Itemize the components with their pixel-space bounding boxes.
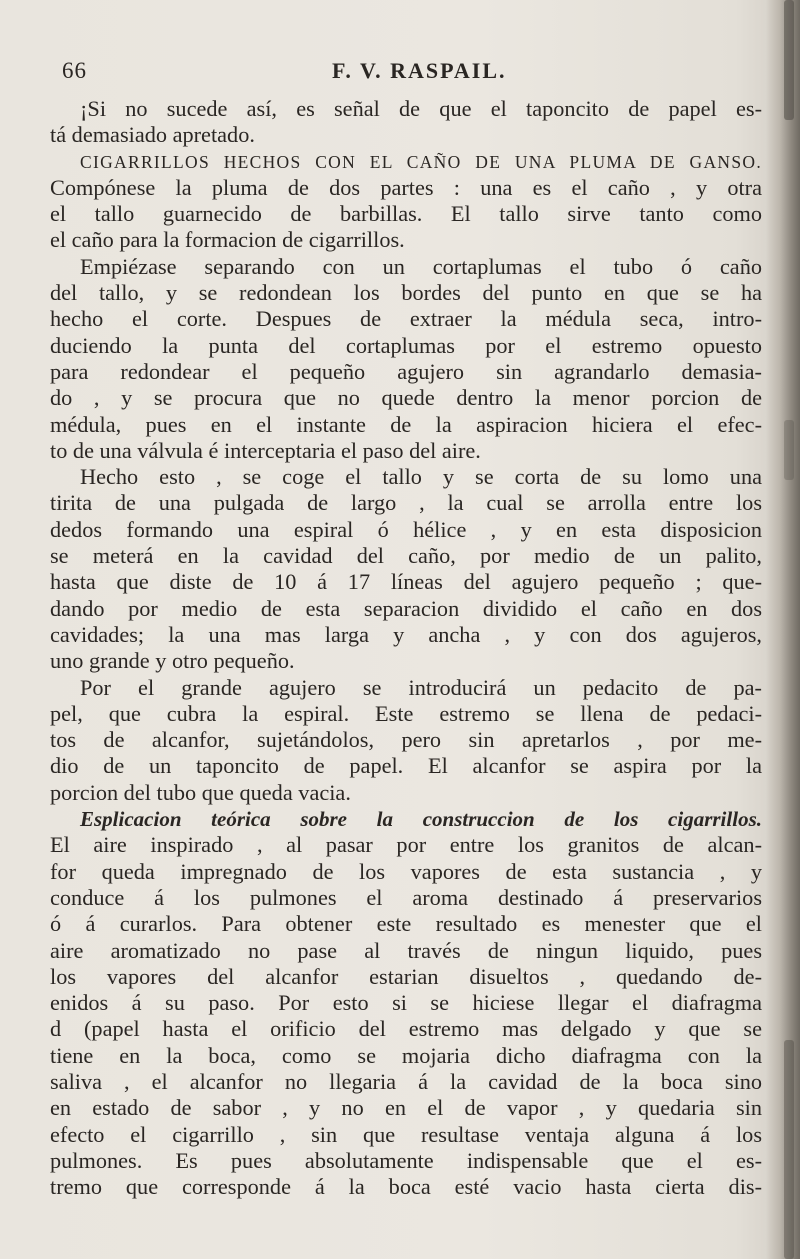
text-line: aire aromatizado no pase al través de ningun liquido, pues [50, 937, 762, 963]
text-line: conduce á los pulmones el aroma destinado á preservarios [50, 884, 762, 910]
text-line: los vapores del alcanfor estarian disueltos , quedando de- [50, 963, 762, 989]
text-line: do , y se procura que no quede dentro la menor porcion de [50, 385, 762, 411]
text-line: duciendo la punta del cortaplumas por el estremo opuesto [50, 332, 762, 358]
text-line: hecho el corte. Despues de extraer la médula seca, intro- [50, 306, 762, 332]
text-line: dio de un taponcito de papel. El alcanfor se aspira por la [50, 753, 762, 779]
running-title: F. V. RASPAIL. [332, 58, 507, 83]
text-line: dedos formando una espiral ó hélice , y en esta disposicion [50, 516, 762, 542]
text-line: médula, pues en el instante de la aspiracion hiciera el efec- [50, 411, 762, 437]
edge-speck [784, 420, 794, 480]
text-line: tá demasiado apretado. [50, 122, 255, 148]
text-line: to de una válvula é interceptaria el paso del aire. [50, 437, 481, 463]
text-line: porcion del tubo que queda vacia. [50, 779, 351, 805]
text-line: d (papel hasta el orificio del estremo mas delgado y que se [50, 1016, 762, 1042]
running-head [62, 58, 772, 88]
text-line: Esplicacion teórica sobre la construccion de los cigarrillos. [80, 807, 762, 832]
text-line: en estado de sabor , y no en el de vapor , y quedaria sin [50, 1095, 762, 1121]
text-line: saliva , el alcanfor no llegaria á la cavidad de la boca sino [50, 1068, 762, 1094]
text-line: se meterá en la cavidad del caño, por medio de un palito, [50, 543, 762, 569]
text-line: pel, que cubra la espiral. Este estremo se llena de pedaci- [50, 700, 762, 726]
body-text [50, 96, 762, 1200]
text-line: tiene en la boca, como se mojaria dicho diafragma con la [50, 1042, 762, 1068]
text-line: uno grande y otro pequeño. [50, 648, 295, 674]
text-line: Compónese la pluma de dos partes : una es el caño , y otra [50, 174, 762, 200]
page-number: 66 [62, 58, 87, 83]
text-line: for queda impregnado de los vapores de esta sustancia , y [50, 858, 762, 884]
text-line: el tallo guarnecido de barbillas. El tallo sirve tanto como [50, 201, 762, 227]
text-line: Empiézase separando con un cortaplumas el tubo ó caño [80, 253, 762, 279]
text-line: pulmones. Es pues absolutamente indispensable que el es- [50, 1147, 762, 1173]
text-line: ¡Si no sucede así, es señal de que el taponcito de papel es- [80, 96, 762, 121]
text-line: Por el grande agujero se introducirá un pedacito de pa- [80, 674, 762, 700]
text-line: CIGARRILLOS HECHOS CON EL CAÑO DE UNA PLUMA DE GANSO. [80, 151, 762, 172]
text-line: El aire inspirado , al pasar por entre los granitos de alcan- [50, 832, 762, 858]
text-line: del tallo, y se redondean los bordes del punto en que se ha [50, 280, 762, 306]
text-line: tirita de una pulgada de largo , la cual se arrolla entre los [50, 490, 762, 516]
text-line: ó á curarlos. Para obtener este resultado es menester que el [50, 911, 762, 937]
text-line: tremo que corresponde á la boca esté vacio hasta cierta dis- [50, 1174, 762, 1200]
edge-speck [784, 1040, 794, 1259]
text-line: dando por medio de esta separacion dividido el caño en dos [50, 595, 762, 621]
page-edge-shadow [766, 0, 800, 1259]
text-line: cavidades; la una mas larga y ancha , y con dos agujeros, [50, 621, 762, 647]
edge-speck [784, 0, 794, 120]
text-line: el caño para la formacion de cigarrillos. [50, 227, 405, 253]
text-line: efecto el cigarrillo , sin que resultase ventaja alguna á los [50, 1121, 762, 1147]
text-line: Hecho esto , se coge el tallo y se corta de su lomo una [80, 464, 762, 490]
text-line: hasta que diste de 10 á 17 líneas del agujero pequeño ; que- [50, 569, 762, 595]
text-line: tos de alcanfor, sujetándolos, pero sin apretarlos , por me- [50, 727, 762, 753]
text-line: para redondear el pequeño agujero sin agrandarlo demasia- [50, 358, 762, 384]
text-line: enidos á su paso. Por esto si se hiciese llegar el diafragma [50, 990, 762, 1016]
